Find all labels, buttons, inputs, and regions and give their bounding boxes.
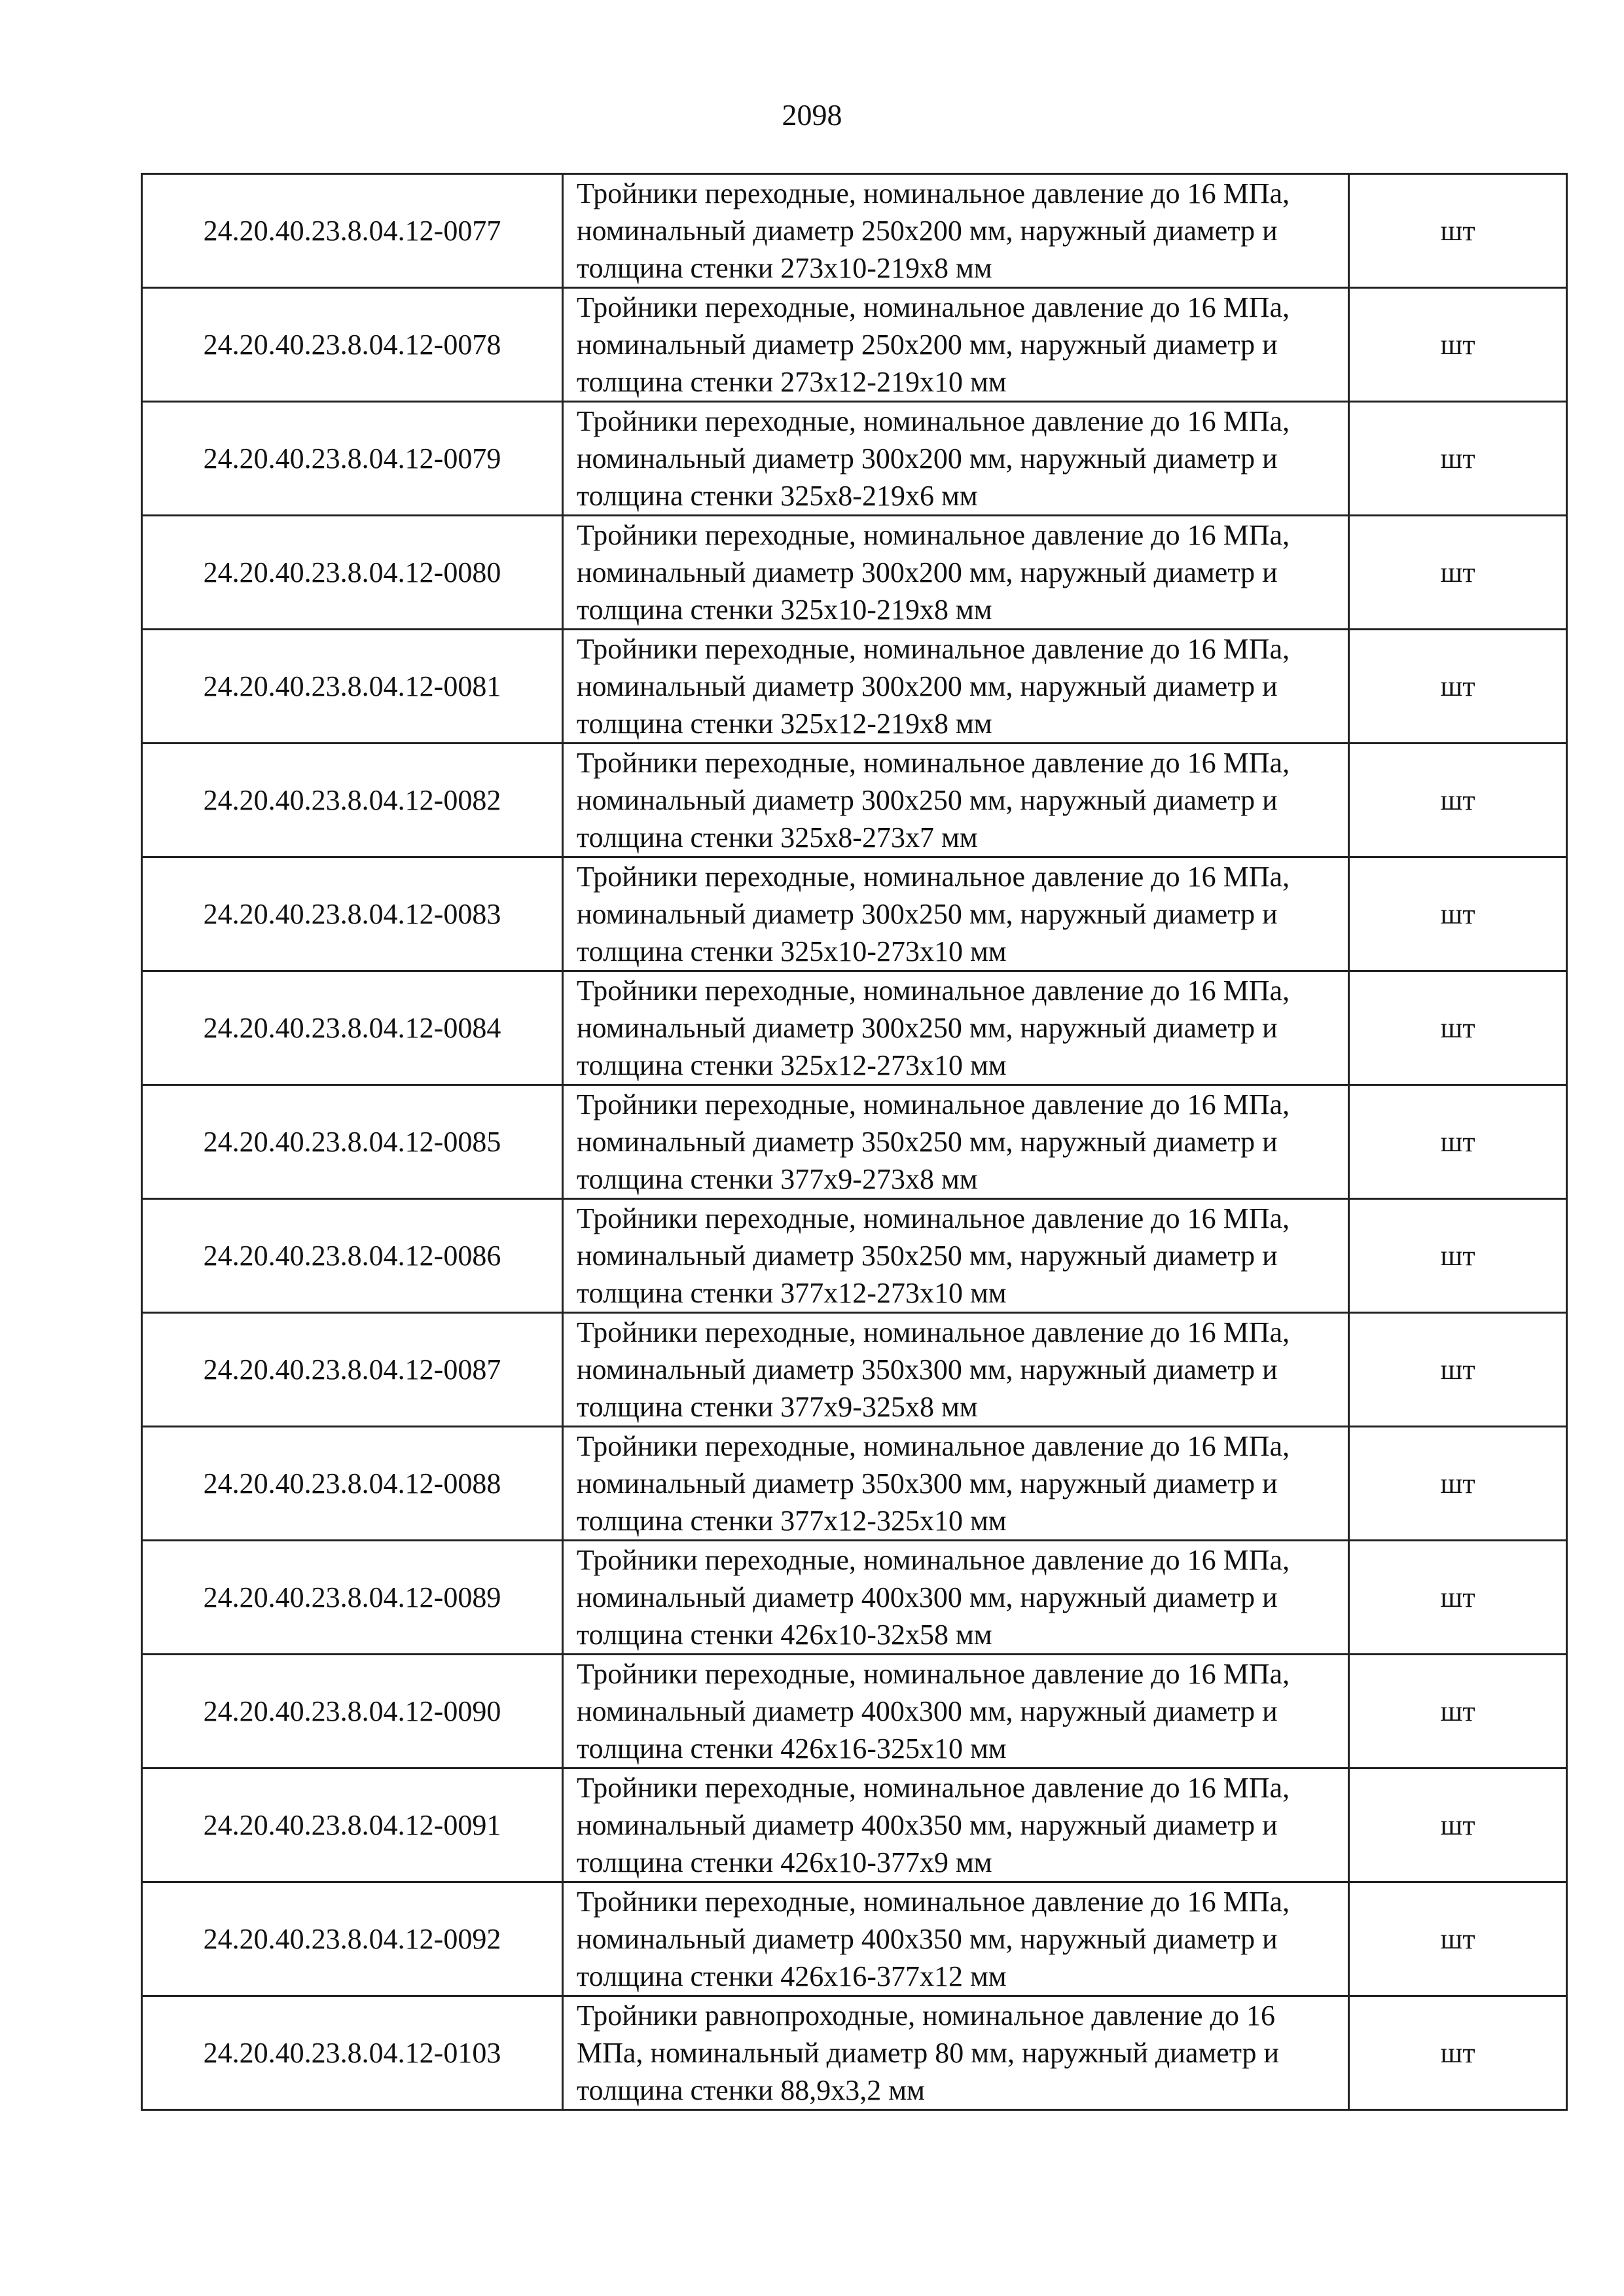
item-description: Тройники переходные, номинальное давление до 16 МПа, номинальный диаметр 300х200 мм, наружный диаметр и толщина стенки 325х8-219х6 мм bbox=[563, 402, 1349, 516]
item-code: 24.20.40.23.8.04.12-0091 bbox=[142, 1768, 563, 1882]
item-code: 24.20.40.23.8.04.12-0103 bbox=[142, 1996, 563, 2110]
item-code: 24.20.40.23.8.04.12-0085 bbox=[142, 1085, 563, 1199]
item-description: Тройники переходные, номинальное давление до 16 МПа, номинальный диаметр 400х300 мм, наружный диаметр и толщина стенки 426х10-32х58 мм bbox=[563, 1541, 1349, 1655]
table-row bbox=[142, 857, 1567, 971]
item-unit: шт bbox=[1349, 630, 1567, 744]
table-row bbox=[142, 744, 1567, 857]
item-description: Тройники переходные, номинальное давление до 16 МПа, номинальный диаметр 300х200 мм, наружный диаметр и толщина стенки 325х12-219х8 мм bbox=[563, 630, 1349, 744]
item-code: 24.20.40.23.8.04.12-0078 bbox=[142, 288, 563, 402]
table-row bbox=[142, 1655, 1567, 1768]
item-unit: шт bbox=[1349, 1882, 1567, 1996]
item-unit: шт bbox=[1349, 1655, 1567, 1768]
item-code: 24.20.40.23.8.04.12-0089 bbox=[142, 1541, 563, 1655]
item-unit: шт bbox=[1349, 516, 1567, 630]
item-unit: шт bbox=[1349, 1313, 1567, 1427]
item-description: Тройники переходные, номинальное давление до 16 МПа, номинальный диаметр 400х300 мм, наружный диаметр и толщина стенки 426х16-325х10 мм bbox=[563, 1655, 1349, 1768]
item-description: Тройники переходные, номинальное давление до 16 МПа, номинальный диаметр 300х250 мм, наружный диаметр и толщина стенки 325х10-273х10 мм bbox=[563, 857, 1349, 971]
item-code: 24.20.40.23.8.04.12-0083 bbox=[142, 857, 563, 971]
item-code: 24.20.40.23.8.04.12-0086 bbox=[142, 1199, 563, 1313]
item-code: 24.20.40.23.8.04.12-0082 bbox=[142, 744, 563, 857]
item-description: Тройники переходные, номинальное давление до 16 МПа, номинальный диаметр 350х300 мм, наружный диаметр и толщина стенки 377х12-325х10 мм bbox=[563, 1427, 1349, 1541]
item-description: Тройники переходные, номинальное давление до 16 МПа, номинальный диаметр 300х250 мм, наружный диаметр и толщина стенки 325х8-273х7 мм bbox=[563, 744, 1349, 857]
table-row bbox=[142, 1199, 1567, 1313]
table-body bbox=[142, 174, 1567, 2110]
item-description: Тройники переходные, номинальное давление до 16 МПа, номинальный диаметр 350х250 мм, наружный диаметр и толщина стенки 377х12-273х10 мм bbox=[563, 1199, 1349, 1313]
item-code: 24.20.40.23.8.04.12-0081 bbox=[142, 630, 563, 744]
item-code: 24.20.40.23.8.04.12-0077 bbox=[142, 174, 563, 288]
item-description: Тройники переходные, номинальное давление до 16 МПа, номинальный диаметр 350х250 мм, наружный диаметр и толщина стенки 377х9-273х8 мм bbox=[563, 1085, 1349, 1199]
table-row bbox=[142, 516, 1567, 630]
item-unit: шт bbox=[1349, 1996, 1567, 2110]
item-description: Тройники переходные, номинальное давление до 16 МПа, номинальный диаметр 400х350 мм, наружный диаметр и толщина стенки 426х16-377х12 мм bbox=[563, 1882, 1349, 1996]
item-unit: шт bbox=[1349, 1541, 1567, 1655]
item-unit: шт bbox=[1349, 744, 1567, 857]
item-unit: шт bbox=[1349, 857, 1567, 971]
item-unit: шт bbox=[1349, 402, 1567, 516]
item-code: 24.20.40.23.8.04.12-0088 bbox=[142, 1427, 563, 1541]
item-description: Тройники переходные, номинальное давление до 16 МПа, номинальный диаметр 250х200 мм, наружный диаметр и толщина стенки 273х12-219х10 мм bbox=[563, 288, 1349, 402]
table-row bbox=[142, 1768, 1567, 1882]
table-row bbox=[142, 1085, 1567, 1199]
item-description: Тройники переходные, номинальное давление до 16 МПа, номинальный диаметр 300х200 мм, наружный диаметр и толщина стенки 325х10-219х8 мм bbox=[563, 516, 1349, 630]
item-code: 24.20.40.23.8.04.12-0079 bbox=[142, 402, 563, 516]
item-unit: шт bbox=[1349, 1768, 1567, 1882]
item-description: Тройники переходные, номинальное давление до 16 МПа, номинальный диаметр 300х250 мм, наружный диаметр и толщина стенки 325х12-273х10 мм bbox=[563, 971, 1349, 1085]
item-description: Тройники переходные, номинальное давление до 16 МПа, номинальный диаметр 350х300 мм, наружный диаметр и толщина стенки 377х9-325х8 мм bbox=[563, 1313, 1349, 1427]
item-unit: шт bbox=[1349, 1085, 1567, 1199]
table-row bbox=[142, 630, 1567, 744]
table-row bbox=[142, 1996, 1567, 2110]
item-code: 24.20.40.23.8.04.12-0084 bbox=[142, 971, 563, 1085]
table-row bbox=[142, 971, 1567, 1085]
table-row bbox=[142, 1882, 1567, 1996]
item-code: 24.20.40.23.8.04.12-0092 bbox=[142, 1882, 563, 1996]
table-row bbox=[142, 1313, 1567, 1427]
item-description: Тройники переходные, номинальное давление до 16 МПа, номинальный диаметр 250х200 мм, наружный диаметр и толщина стенки 273х10-219х8 мм bbox=[563, 174, 1349, 288]
item-unit: шт bbox=[1349, 1427, 1567, 1541]
item-code: 24.20.40.23.8.04.12-0090 bbox=[142, 1655, 563, 1768]
item-unit: шт bbox=[1349, 1199, 1567, 1313]
table-row bbox=[142, 402, 1567, 516]
item-unit: шт bbox=[1349, 288, 1567, 402]
table-row bbox=[142, 1427, 1567, 1541]
item-code: 24.20.40.23.8.04.12-0080 bbox=[142, 516, 563, 630]
table-row bbox=[142, 288, 1567, 402]
table-row bbox=[142, 174, 1567, 288]
item-description: Тройники переходные, номинальное давление до 16 МПа, номинальный диаметр 400х350 мм, наружный диаметр и толщина стенки 426х10-377х9 мм bbox=[563, 1768, 1349, 1882]
item-unit: шт bbox=[1349, 971, 1567, 1085]
item-unit: шт bbox=[1349, 174, 1567, 288]
page-number: 2098 bbox=[782, 98, 842, 132]
item-code: 24.20.40.23.8.04.12-0087 bbox=[142, 1313, 563, 1427]
items-table bbox=[141, 173, 1568, 2111]
item-description: Тройники равнопроходные, номинальное давление до 16 МПа, номинальный диаметр 80 мм, наружный диаметр и толщина стенки 88,9х3,2 мм bbox=[563, 1996, 1349, 2110]
table-row bbox=[142, 1541, 1567, 1655]
